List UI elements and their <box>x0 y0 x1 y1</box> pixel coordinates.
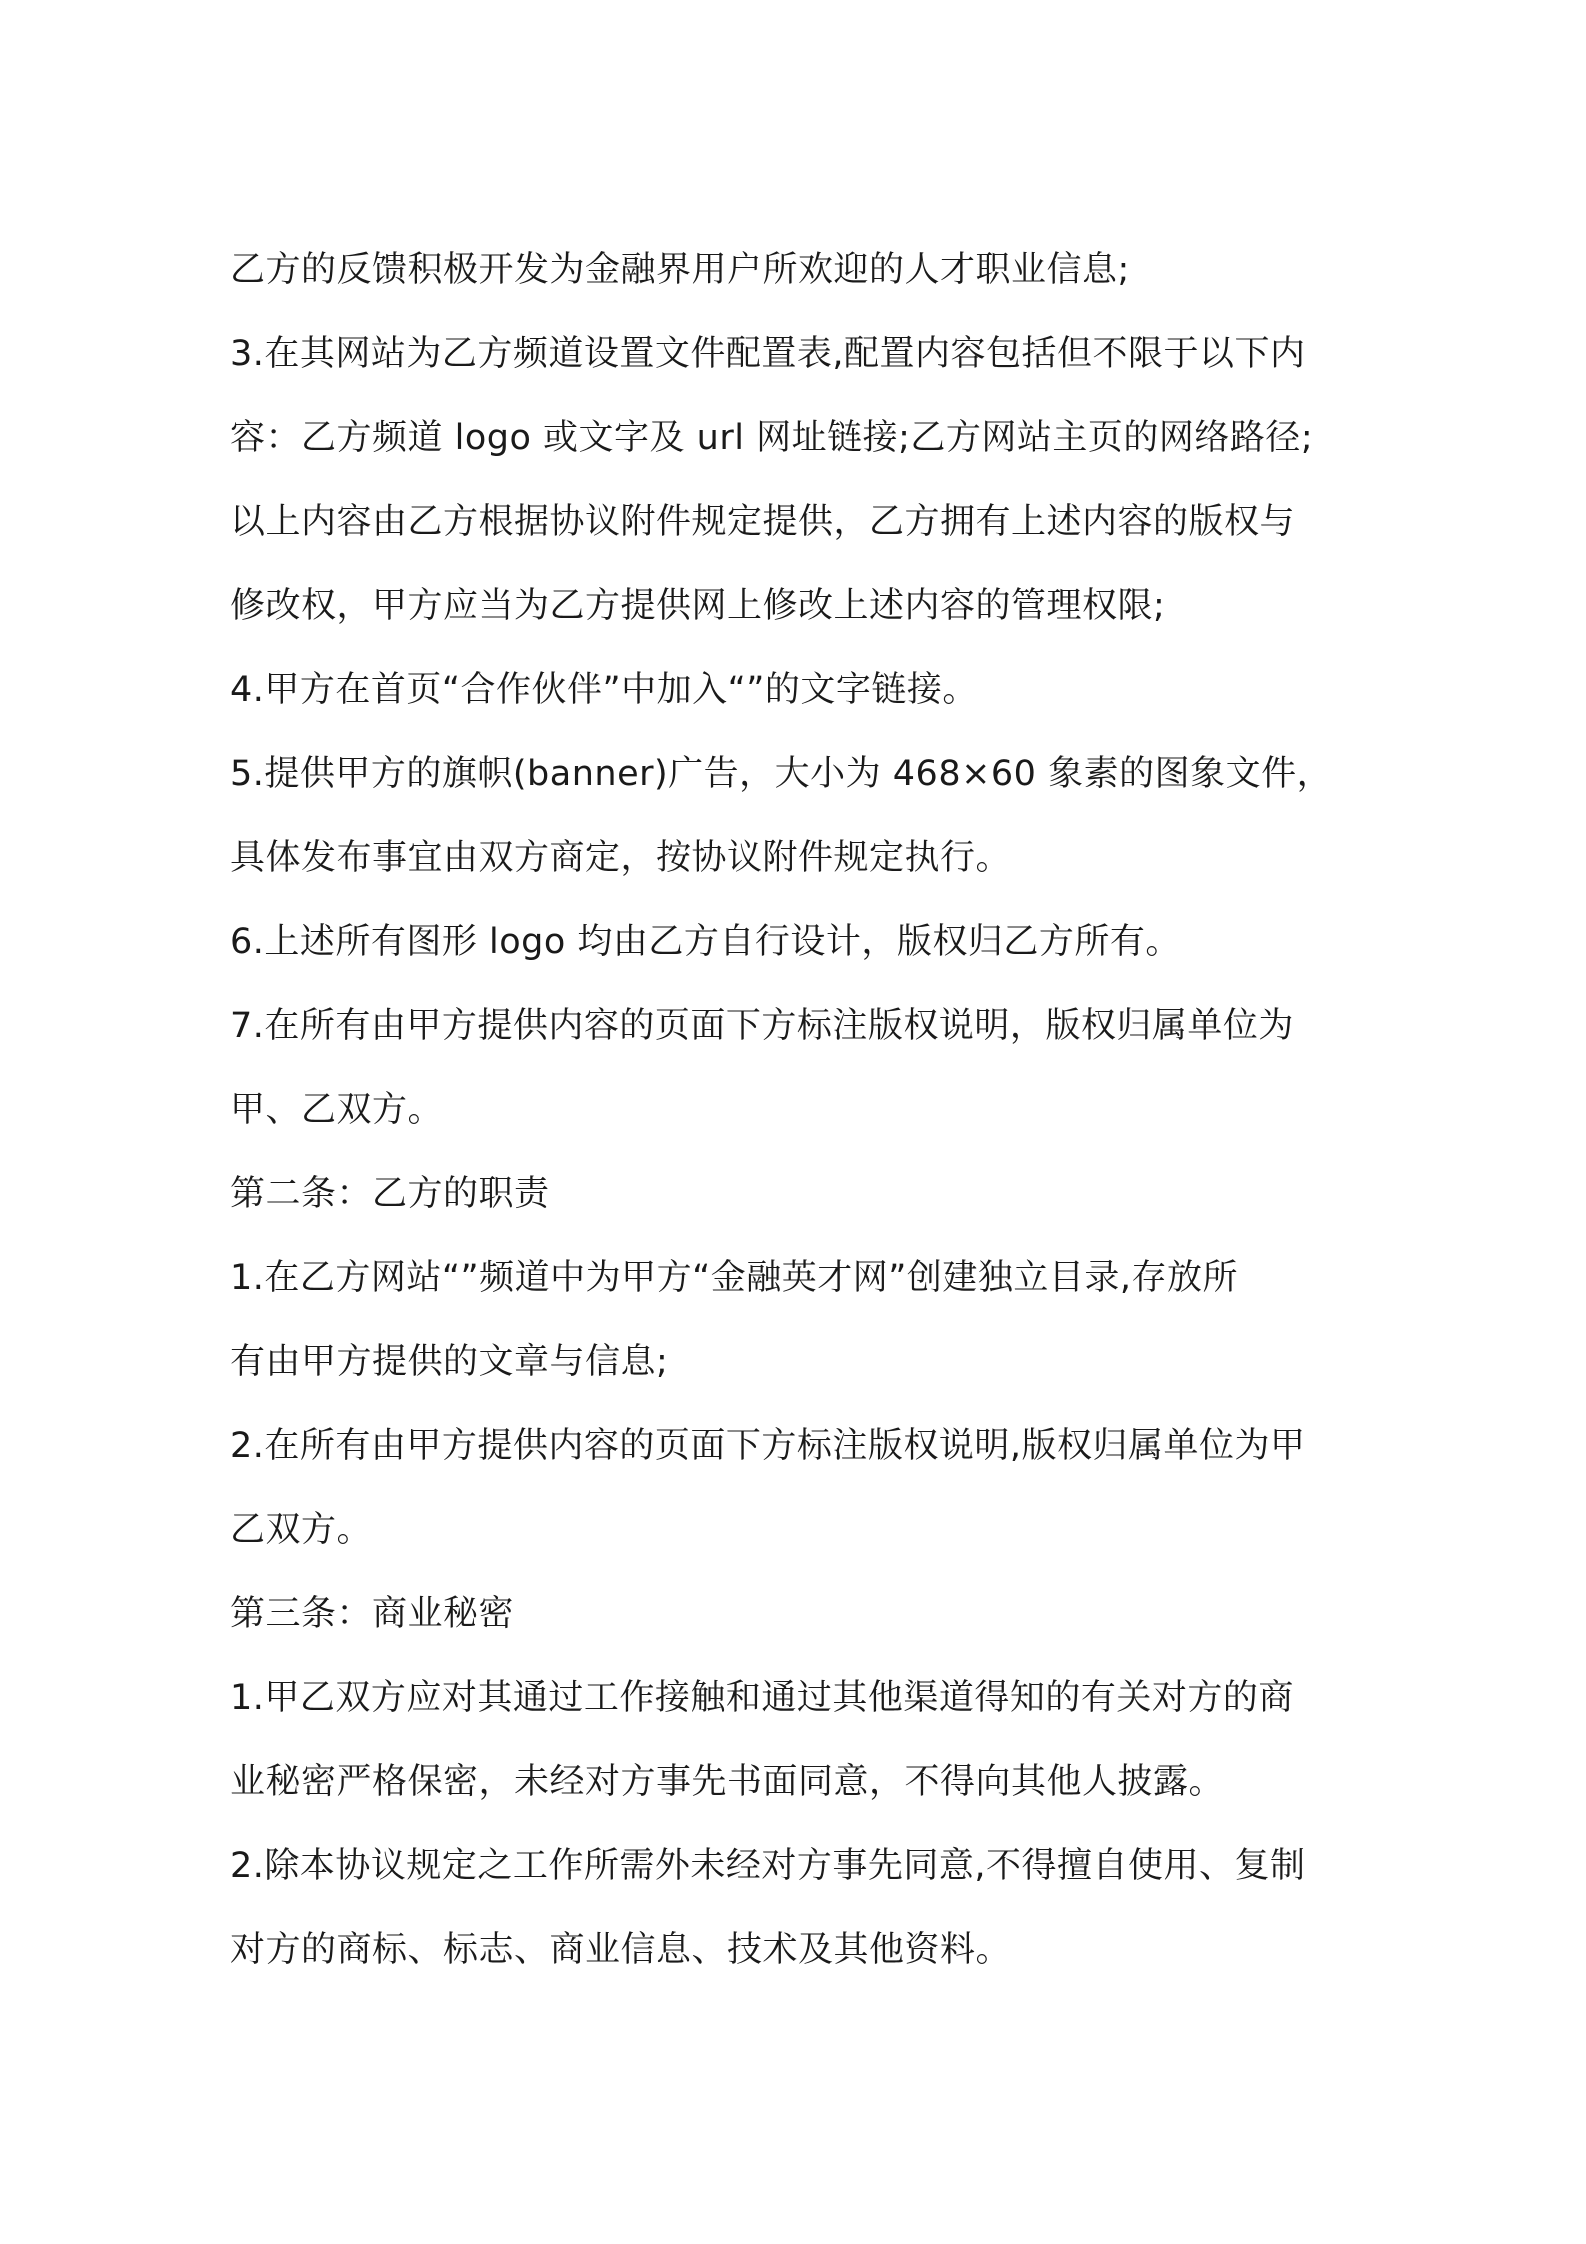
text-line: 2.在所有由甲方提供内容的页面下方标注版权说明,版权归属单位为甲 <box>230 1426 1306 1466</box>
section-heading: 第三条：商业秘密 <box>230 1594 515 1634</box>
text-line: 3.在其网站为乙方频道设置文件配置表,配置内容包括但不限于以下内 <box>230 334 1306 374</box>
text-line: 容：乙方频道 logo 或文字及 url 网址链接;乙方网站主页的网络路径; <box>230 418 1314 458</box>
text-line: 对方的商标、标志、商业信息、技术及其他资料。 <box>230 1930 1012 1970</box>
text-line: 以上内容由乙方根据协议附件规定提供，乙方拥有上述内容的版权与 <box>230 502 1296 542</box>
text-line: 1.在乙方网站“”频道中为甲方“金融英才网”创建独立目录,存放所 <box>230 1258 1239 1298</box>
section-heading: 第二条：乙方的职责 <box>230 1174 550 1214</box>
text-line: 业秘密严格保密，未经对方事先书面同意，不得向其他人披露。 <box>230 1762 1225 1802</box>
text-line: 7.在所有由甲方提供内容的页面下方标注版权说明，版权归属单位为 <box>230 1006 1294 1046</box>
text-line: 具体发布事宜由双方商定，按协议附件规定执行。 <box>230 838 1012 878</box>
document-body <box>230 228 1375 1992</box>
text-line: 甲、乙双方。 <box>230 1090 444 1130</box>
text-line: 6.上述所有图形 logo 均由乙方自行设计，版权归乙方所有。 <box>230 922 1181 962</box>
text-line: 有由甲方提供的文章与信息; <box>230 1342 669 1382</box>
text-line: 修改权，甲方应当为乙方提供网上修改上述内容的管理权限; <box>230 586 1166 626</box>
text-line: 乙双方。 <box>230 1510 373 1550</box>
text-line: 4.甲方在首页“合作伙伴”中加入“”的文字链接。 <box>230 670 978 710</box>
text-line: 2.除本协议规定之工作所需外未经对方事先同意,不得擅自使用、复制 <box>230 1846 1306 1886</box>
text-line: 1.甲乙双方应对其通过工作接触和通过其他渠道得知的有关对方的商 <box>230 1678 1294 1718</box>
text-line: 乙方的反馈积极开发为金融界用户所欢迎的人才职业信息; <box>230 250 1130 290</box>
text-line: 5.提供甲方的旗帜(banner)广告，大小为 468×60 象素的图象文件， <box>230 754 1333 794</box>
